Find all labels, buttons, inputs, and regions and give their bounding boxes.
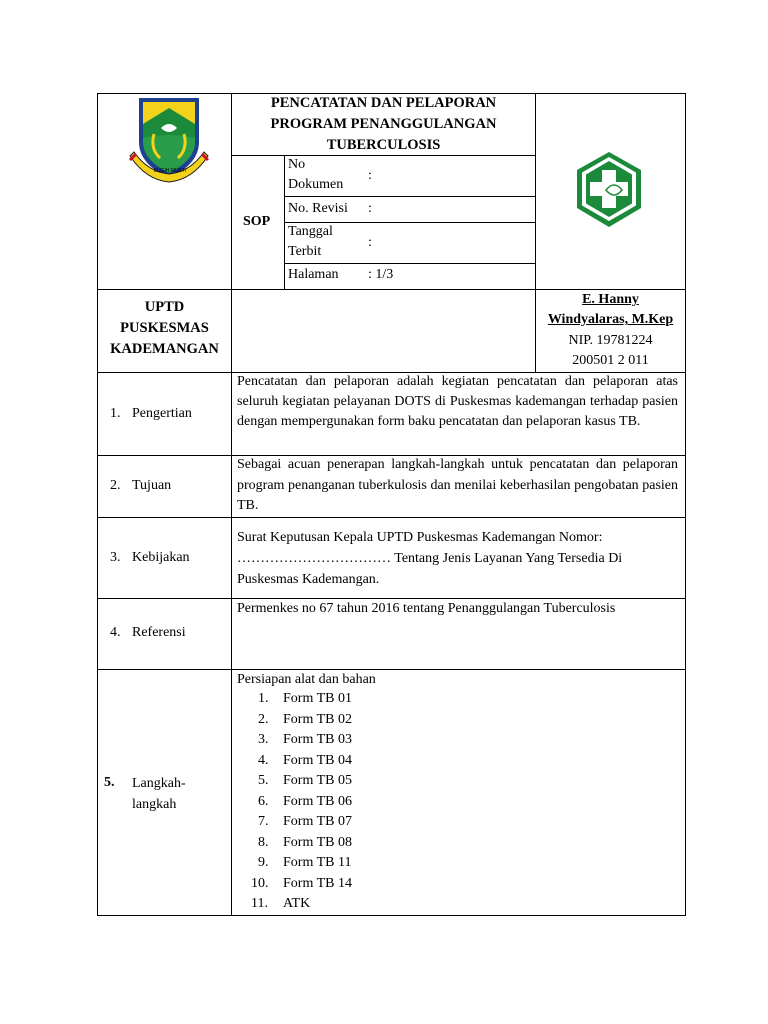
step-number: 8. [258, 834, 269, 850]
label-line: langkah [132, 797, 177, 812]
org-name-line: KADEMANGAN [110, 341, 219, 357]
step-text: Form TB 14 [283, 875, 352, 891]
section-4-number: 4. [110, 625, 121, 640]
step-text: Form TB 06 [283, 793, 352, 809]
step-text: Form TB 01 [283, 691, 352, 706]
list-item [258, 751, 352, 772]
doc-info-halaman-value: : 1/3 [368, 267, 394, 282]
list-item [258, 689, 352, 710]
section-3-content [237, 527, 678, 590]
doc-info-no-revisi-value: : [368, 201, 372, 216]
step-number: 4. [258, 752, 269, 768]
signer-nip [536, 331, 685, 371]
title-line-2: PROGRAM PENANGGULANGAN [270, 116, 497, 132]
section-4-label: Referensi [132, 625, 186, 640]
step-number: 9. [258, 855, 269, 870]
step-text: Form TB 11 [283, 855, 352, 870]
step-number: 11. [251, 896, 268, 911]
step-text: Form TB 03 [283, 732, 352, 747]
list-item [251, 874, 352, 895]
section-3-number: 3. [110, 550, 121, 565]
title-line-1: PENCATATAN DAN PELAPORAN [270, 95, 497, 111]
regency-emblem-icon [126, 94, 212, 190]
step-text: Form TB 08 [283, 834, 352, 850]
doc-info-tanggal-terbit-label [288, 222, 333, 262]
list-item [258, 833, 352, 854]
sop-label: SOP [243, 214, 271, 229]
step-text: Form TB 02 [283, 711, 352, 727]
list-item [258, 771, 352, 792]
step-number: 1. [258, 691, 269, 706]
label-line: Terbit [288, 244, 322, 259]
section-1-number: 1. [110, 406, 121, 421]
document-title [232, 93, 535, 156]
section-1-label: Pengertian [132, 406, 192, 421]
step-number: 6. [258, 793, 269, 809]
doc-info-no-revisi-label: No. Revisi [288, 201, 348, 216]
list-item [258, 812, 352, 833]
content-line: …………………………… Tentang Jenis Layanan Yang Tersedia Di [237, 551, 623, 566]
steps-list [251, 689, 352, 915]
list-item [258, 730, 352, 751]
nip-line: 200501 2 011 [572, 353, 649, 368]
puskesmas-logo-icon [574, 150, 644, 230]
list-item [258, 853, 352, 874]
doc-info-no-dokumen-value: : [368, 168, 372, 183]
section-5-number: 5. [104, 775, 115, 790]
list-item [258, 792, 352, 813]
org-name-line: UPTD [144, 299, 185, 315]
section-1-content: Pencatatan dan pelaporan adalah kegiatan pencatatan dan pelaporan atas seluruh kegiatan pelayanan DOTS di Puskesmas kademangan terhadap pasien dengan mempergunakan form baku pencatatan dan pelaporan kasus TB. [237, 374, 678, 429]
list-item [258, 710, 352, 731]
label-line: Dokumen [288, 177, 344, 192]
step-number: 7. [258, 814, 269, 829]
step-number: 3. [258, 732, 269, 747]
step-number: 2. [258, 711, 269, 727]
doc-info-tanggal-terbit-value: : [368, 235, 372, 250]
org-name [98, 297, 231, 360]
signer-name [536, 290, 685, 330]
step-number: 10. [251, 875, 269, 891]
nip-line: NIP. 19781224 [568, 333, 653, 348]
org-name-line: PUSKESMAS [120, 320, 209, 336]
label-line: No [288, 157, 306, 172]
section-2-content: Sebagai acuan penerapan langkah-langkah untuk pencatatan dan pelaporan program penanganan tuberkulosis dan menilai keberhasilan pengobatan pasien TB. [237, 457, 678, 513]
doc-info-halaman-label: Halaman [288, 267, 339, 282]
list-item [251, 894, 352, 915]
section-5-label [132, 773, 186, 815]
section-2-number: 2. [110, 478, 121, 493]
step-text: ATK [283, 896, 311, 911]
label-line: Langkah- [132, 776, 186, 791]
section-5-intro: Persiapan alat dan bahan [237, 672, 376, 687]
step-text: Form TB 04 [283, 752, 352, 768]
content-line: Surat Keputusan Kepala UPTD Puskesmas Kademangan Nomor: [237, 530, 603, 545]
section-2-label: Tujuan [132, 478, 172, 493]
signer-name-line: Windyalaras, M.Kep [547, 312, 674, 327]
signer-name-line: E. Hanny [582, 292, 639, 307]
step-number: 5. [258, 773, 269, 788]
step-text: Form TB 07 [283, 814, 352, 829]
title-line-3: TUBERCULOSIS [326, 137, 441, 153]
section-3-label: Kebijakan [132, 550, 190, 565]
step-text: Form TB 05 [283, 773, 352, 788]
left-logo-motto: SUGIH MUKTI [153, 168, 187, 174]
content-line: Puskesmas Kademangan. [237, 572, 380, 587]
doc-info-no-dokumen-label [288, 155, 343, 195]
section-4-content: Permenkes no 67 tahun 2016 tentang Penanggulangan Tuberculosis [237, 601, 616, 616]
label-line: Tanggal [288, 224, 333, 239]
